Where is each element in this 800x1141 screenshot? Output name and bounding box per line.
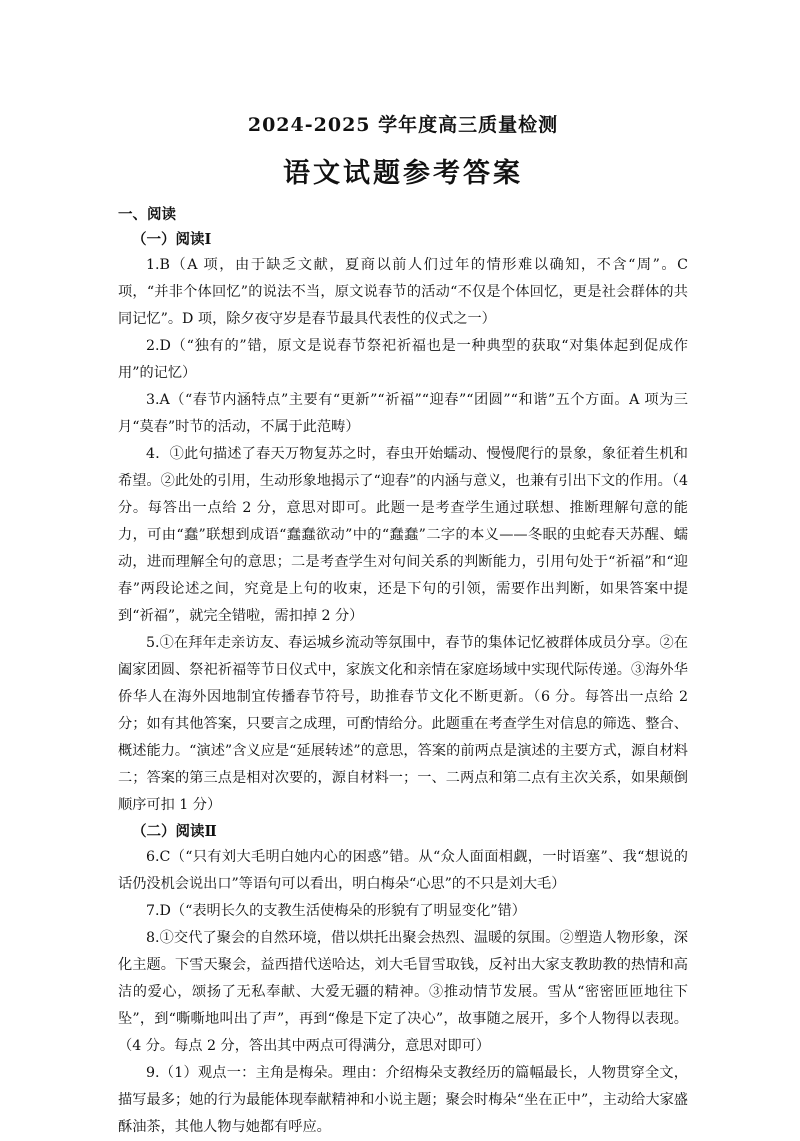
exam-title: 2024-2025 学年度高三质量检测	[247, 114, 559, 136]
section-heading-reading: 一、阅读	[118, 206, 176, 223]
answer-5: 5.①在拜年走亲访友、春运城乡流动等氛围中，春节的集体记忆被群体成员分享。②在阖家团圆、祭祀祈福等节日仪式中，家族文化和亲情在家庭场域中实现代际传递。③海外华侨华人在海外因地制宜传播春节符号，助推春节文化不断更新。（6 分。每答出一点给 2 分；如有其他答案，只要言之成理，可酌情给分。此题重在考查学生对信息的筛选、整合、概述能力。“演述”含义应是“延展转述”的意思，答案的前两点是演述的主要方式，源自材料二；答案的第三点是相对次要的，源自材料一；一、二两点和第二点有主次关系，如果颠倒顺序可扣 1 分）	[118, 635, 688, 813]
answer-6: 6.C（“只有刘大毛明白她内心的困惑”错。从“众人面面相觑，一时语塞”、我“想说的话仍没机会说出口”等语句可以看出，明白梅朵“心思”的不只是刘大毛）	[118, 849, 688, 892]
subsection-heading-reading-1: （一）阅读Ⅰ	[132, 231, 212, 248]
answer-7: 7.D（“表明长久的支教生活使梅朵的形貌有了明显变化”错）	[146, 903, 526, 919]
answer-8: 8.①交代了聚会的自然环境，借以烘托出聚会热烈、温暖的氛围。②塑造人物形象，深化主题。下雪天聚会，益西措代送哈达，刘大毛冒雪取钱，反衬出大家支教助教的热情和高洁的爱心，颂扬了无私奉献、大爱无疆的精神。③推动情节发展。雪从“密密匝匝地往下坠”，到“嘶嘶地叫出了声”，再到“像是下定了决心”，故事随之展开，多个人物得以表现。（4 分。每点 2 分，答出其中两点可得满分，意思对即可）	[118, 930, 688, 1054]
answer-3: 3.A（“春节内涵特点”主要有“更新”“祈福”“迎春”“团圆”“和谐”五个方面。A 项为三月“莫春”时节的活动，不属于此范畴）	[118, 392, 688, 435]
answer-4: 4．①此句描述了春天万物复苏之时，春虫开始蠕动、慢慢爬行的景象，象征着生机和希望。②此处的引用，生动形象地揭示了“迎春”的内涵与意义，也兼有引出下文的作用。（4 分。每答出一点给 2 分，意思对即可。此题一是考查学生通过联想、推断理解句意的能力，可由“蠢”联想到成语“蠢蠢欲动”中的“蠢蠢”二字的本义——冬眠的虫蛇春天苏醒、蠕动，进而理解全句的意思；二是考查学生对句间关系的判断能力，引用句处于“祈福”和“迎春”两段论述之间，究竟是上句的收束，还是下句的引领，需要作出判断，如果答案中提到“祈福”，就完全错啦，需扣掉 2 分）	[118, 446, 688, 624]
document-title: 语文试题参考答案	[283, 158, 523, 189]
answer-9: 9.（1）观点一：主角是梅朵。理由：介绍梅朵支教经历的篇幅最长，人物贯穿全文，描写最多；她的行为最能体现奉献精神和小说主题；聚会时梅朵“坐在正中”，主动给大家盛酥油茶，其他人物与她都有呼应。	[118, 1065, 688, 1135]
answer-1: 1.B（A 项，由于缺乏文献，夏商以前人们过年的情形难以确知，不含“周”。C 项，“并非个体回忆”的说法不当，原文说春节的活动“不仅是个体回忆，更是社会群体的共同记忆”。D 项，除夕夜守岁是春节最具代表性的仪式之一）	[118, 257, 688, 327]
answer-2: 2.D（“独有的”错，原文是说春节祭祀祈福也是一种典型的获取“对集体起到促成作用”的记忆）	[118, 338, 688, 381]
subsection-heading-reading-2: （二）阅读Ⅱ	[132, 823, 217, 840]
